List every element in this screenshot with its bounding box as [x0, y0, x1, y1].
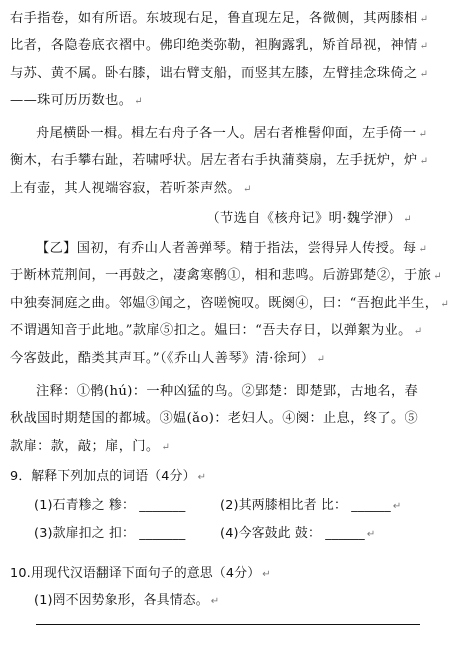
- passage-jia-source: （节选自《核舟记》明·魏学洢） ↵: [206, 211, 412, 226]
- passage-jia-line-2: 比者，各隐卷底衣褶中。佛印绝类弥勒，袒胸露乳，矫首昂视，神情 ↵: [10, 38, 429, 53]
- question-9-title: 9．解释下列加点的词语（4分） ↵: [10, 469, 207, 484]
- notes-line-2: 秋战国时期楚国的都城。③媪(ǎo)：老妇人。④阕：止息，终了。⑤: [10, 411, 419, 426]
- notes-line-1: 注释：①鹘(hú)：一种凶猛的鸟。②郢楚：即楚郢，古地名，春: [36, 384, 419, 399]
- question-9-row-2: (3)款扉扣之 扣： _______ (4)今客鼓此 鼓： ______ ↵: [34, 526, 376, 541]
- passage-yi-line-4: 不谓遇知音于此地。”款扉⑤扣之。媪曰：“吾夫存日，以弹絮为业。 ↵: [10, 323, 423, 338]
- q9-item-2: (2)其两膝相比者 比：: [220, 498, 347, 513]
- q9-item-1: (1)石青糁之 糁：: [34, 498, 135, 513]
- q9-item-3: (3)款扉扣之 扣：: [34, 526, 135, 541]
- q9-item-4: (4)今客鼓此 鼓：: [220, 526, 321, 541]
- q9-blank-4[interactable]: ______: [325, 526, 365, 541]
- question-10-item-1: (1)罔不因势象形，各具情态。 ↵: [34, 593, 220, 608]
- passage-jia-line-3: 与苏、黄不属。卧右膝，诎右臂支船，而竖其左膝，左臂挂念珠倚之 ↵: [10, 66, 429, 81]
- passage-jia-line-1: 右手指卷，如有所语。东坡现右足，鲁直现左足，各微侧，其两膝相 ↵: [10, 11, 429, 26]
- passage-yi-line-1: 【乙】国初，有乔山人者善弹琴。精于指法，尝得异人传授。每 ↵: [36, 241, 428, 256]
- passage-yi-line-3: 中独奏洞庭之曲。邻媪③闻之，咨嗟惋叹。既阕④，曰：“吾抱此半生， ↵: [10, 296, 449, 311]
- question-9-row-1: (1)石青糁之 糁： _______ (2)其两膝相比者 比： ______ ↵: [34, 498, 402, 513]
- passage-jia-line-4: ——珠可历历数也。 ↵: [10, 93, 144, 108]
- passage-jia-line-5: 舟尾横卧一楫。楫左右舟子各一人。居右者椎髻仰面，左手倚一 ↵: [36, 126, 428, 141]
- question-10-title: 10.用现代汉语翻译下面句子的意思（4分） ↵: [10, 566, 271, 581]
- passage-jia-line-7: 上有壶，其人视端容寂，若听茶声然。 ↵: [10, 181, 252, 196]
- answer-line[interactable]: [36, 624, 420, 625]
- passage-yi-line-2: 于断林荒荆间，一再鼓之，凄禽寒鹘①，相和悲鸣。后游郢楚②，于旅 ↵: [10, 268, 442, 283]
- passage-jia-line-6: 衡木，右手攀右趾，若啸呼状。居左者右手执蒲葵扇，左手抚炉，炉 ↵: [10, 153, 429, 168]
- passage-yi-line-5: 今客鼓此，酷类其声耳。”（《乔山人善琴》清·徐珂） ↵: [10, 351, 326, 366]
- q9-blank-1[interactable]: _______: [139, 498, 186, 513]
- notes-line-3: 款扉：款，敲；扉，门。 ↵: [10, 439, 171, 454]
- q9-blank-2[interactable]: ______: [351, 498, 391, 513]
- q9-blank-3[interactable]: _______: [139, 526, 186, 541]
